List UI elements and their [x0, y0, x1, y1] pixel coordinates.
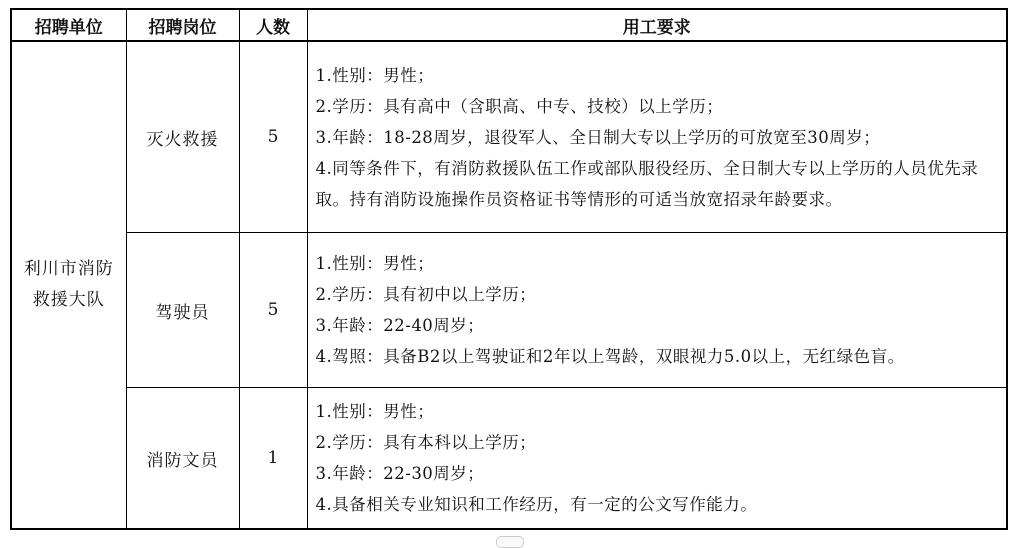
requirements-cell	[307, 41, 1007, 233]
table-row	[11, 388, 1007, 530]
header-row	[11, 9, 1007, 41]
position-cell: 驾驶员	[126, 233, 239, 388]
requirement-line: 2.学历：具有本科以上学历；	[315, 433, 537, 452]
header-unit: 招聘单位	[11, 9, 126, 41]
count-cell: 5	[239, 41, 307, 233]
table-row	[11, 233, 1007, 388]
requirement-line: 2.学历：具有初中以上学历；	[315, 285, 537, 304]
requirement-line: 3.年龄：22-40周岁；	[315, 316, 485, 335]
position-cell: 消防文员	[126, 388, 239, 530]
table-row	[11, 41, 1007, 233]
requirements-cell	[307, 233, 1007, 388]
header-position: 招聘岗位	[126, 9, 239, 41]
requirement-line: 1.性别：男性；	[315, 254, 435, 273]
header-count: 人数	[239, 9, 307, 41]
requirement-line: 1.性别：男性；	[315, 402, 435, 421]
requirement-line: 4.同等条件下，有消防救援队伍工作或部队服役经历、全日制大专以上学历的人员优先录取。持有消防设施操作员资格证书等情形的可适当放宽招录年龄要求。	[315, 158, 979, 209]
position-cell: 灭火救援	[126, 41, 239, 233]
requirement-line: 3.年龄：22-30周岁；	[315, 464, 485, 483]
requirement-line: 4.具备相关专业知识和工作经历，有一定的公文写作能力。	[315, 495, 758, 514]
requirement-line: 4.驾照：具备B2以上驾驶证和2年以上驾龄，双眼视力5.0以上，无红绿色盲。	[315, 347, 905, 366]
page-marker	[496, 536, 524, 548]
count-cell: 5	[239, 233, 307, 388]
count-cell: 1	[239, 388, 307, 530]
requirement-line: 3.年龄：18-28周岁，退役军人、全日制大专以上学历的可放宽至30周岁；	[315, 127, 881, 147]
requirement-line: 1.性别：男性；	[315, 65, 435, 85]
header-requirements: 用工要求	[307, 9, 1007, 41]
requirement-line: 2.学历：具有高中（含职高、中专、技校）以上学历；	[315, 96, 724, 116]
requirements-cell	[307, 388, 1007, 530]
recruitment-table	[10, 8, 1008, 530]
unit-cell: 利川市消防救援大队	[11, 41, 126, 529]
